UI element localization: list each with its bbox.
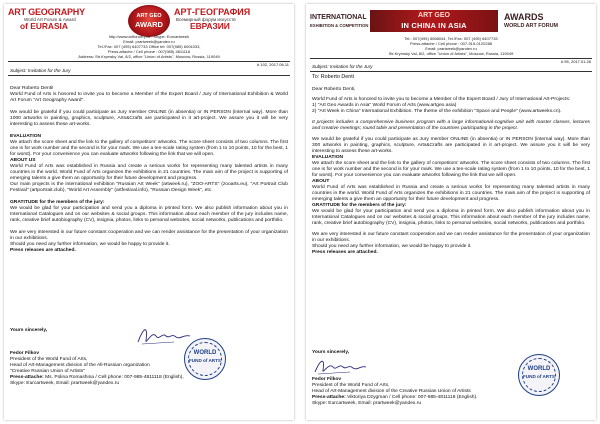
contact-block xyxy=(326,36,576,56)
signatory-title: President of the World Fund of Arts, xyxy=(312,383,390,388)
art-geo-china-asia-banner xyxy=(370,10,498,32)
about-paragraph: World Fund of Arts was established in Russia and create a serious works for representing many talented artists in many countries in the world. World Fund of Arts organizes the exhibitions in 21 countries. The main aim of the project is supporting of emerging talents a give them an opportunity for their future development and progress. xyxy=(10,164,288,181)
greeting: Dear Roberto Denti! xyxy=(10,86,54,91)
signatory-name: Fedor Filkov xyxy=(312,377,342,382)
press-attache-contact: Ms. Polina Romashina / Cell phone: 007-985-4811118 (English), xyxy=(43,375,184,380)
signature xyxy=(134,322,194,350)
signatory-title: President of the World Fund of Arts, xyxy=(10,357,88,362)
project-item: 2) "Art Week in China" International Exhibition. The theme of the exhibition "Space and People" (www.artweeks.cn). xyxy=(312,109,562,114)
about-heading: ABOUT US xyxy=(10,158,36,163)
forum-title: WORLD ART FORUM xyxy=(504,23,558,29)
world-fund-of-arts-seal xyxy=(518,354,560,396)
brand-title-ru: АРТ-ГЕОГРАФИЯ xyxy=(174,7,251,17)
skype-email: Skype: Eurcartweek, Email: prartweek@yandex.ru xyxy=(312,401,422,406)
contact-line: Address: Str.Krymsky Val, 8/2, office "Union of Artists", Moscow, Russia, 119049 xyxy=(78,54,220,59)
signatory-name: Fedor Filkov xyxy=(10,351,40,356)
logo-text-top: ART GEO xyxy=(136,13,162,19)
signatory-title: Head of Art-Management division of the All-Russian organization xyxy=(10,363,150,368)
contact-block xyxy=(24,34,274,59)
brand-subtitle: EXHIBITION & COMPETITION xyxy=(310,23,369,28)
gratitude-heading: GRATITUDE for the members of the jury: xyxy=(312,203,407,208)
recipient: To: Roberto Denti xyxy=(312,74,354,80)
intro-paragraph: World Fund of Arts is honored to invite you to become a Member of the Expert Board / Jury of International Art-Projects: xyxy=(312,97,571,102)
seal-text-top: WORLD xyxy=(193,350,217,356)
contact-line: Email: prartweek@yandex.ru xyxy=(425,46,477,51)
art-geo-award-logo xyxy=(128,5,170,37)
program-paragraph: It projects includes a comprehensive business program with a large informational-cognitive unit with master classes, lectures and creative meetings; round table and presentation of the countries participating in the project. xyxy=(312,120,590,131)
project-item: 1) "Art Geo Awards in Asia" World Forum of Arts (www.artgeo.asia) xyxy=(312,103,457,108)
about-heading: ABOUT xyxy=(312,179,330,184)
brand-region-ru: ЕВРАЗИИ xyxy=(190,21,230,31)
cooperation-paragraph: We are very interested in our future constant cooperation and we can render assistance for the presentation of your organization in our exhibitions. xyxy=(10,230,288,241)
contact-line: Email: prartweek@yandex.ru xyxy=(123,39,175,44)
reference-number: # 95, 2017.01.26 xyxy=(560,59,591,64)
greeting: Dear Roberto Denti, xyxy=(312,87,356,92)
evaluation-paragraph: We attach the score sheet and the link to the gallery of competitors' artworks. The score sheet consists of two columns. The first one is for work number and the second is for your mark. We use a ten-scale rating system (from 1 to 10 points, 10 for the best, 1 for worst). For your convenience you can evaluate artworks following the link that we will open. xyxy=(10,140,288,157)
contact-line: Tel./Fax: 007 (495) 6407733 Office tel: 007(985) 6004333, xyxy=(97,44,201,49)
signature xyxy=(312,356,368,378)
gratitude-paragraph: We would be glad for your participation and send you a diploma in printed form. We also publish information about you in International Catalogues and on our websites & social groups. This information about each member of the jury includes name, rank, creative brief autobiography (CV), insignia, photos, links to personal websites, social networks, publications and portfolio. xyxy=(10,206,288,223)
contact-line: Str.Krymsky Val, 8/2, office "Union of Artists", Moscow, Russia, 119049 xyxy=(388,51,514,56)
seal-text-bottom: FUND of ARTS xyxy=(189,358,221,363)
cooperation-paragraph: We are very interested in our future constant cooperation and we can render assistance for the presentation of your organization in our exhibitions. xyxy=(312,232,590,243)
signatory-title: Head of Art-Management division of the Creative Russian Union of Artists xyxy=(312,389,471,394)
banner-text-bottom: IN CHINA IN ASIA xyxy=(401,21,467,30)
closing: Yours sincerely, xyxy=(312,350,350,355)
contact-line: Press-attache / Cell phone : 007-915-0120288 xyxy=(409,41,493,46)
brand-subtitle: World Art Forum & Award xyxy=(24,17,76,22)
brand-title: INTERNATIONAL xyxy=(310,14,367,21)
press-attache-label: Press-attache: xyxy=(312,395,346,400)
closing: Yours sincerely, xyxy=(10,328,48,333)
about-paragraph: World Fund of Arts was established in Russia and create a serious works for representing many talented artists in many countries in the world. World Fund of Arts organizes the exhibitions in 21 countries. The main aim of the project is supporting of emerging talents a give them an opportunity for their future development and progress. xyxy=(312,185,590,202)
subject-divider xyxy=(310,71,592,72)
reference-number: # 102, 2017.06.11 xyxy=(257,62,289,67)
evaluation-paragraph: We attach the score sheet and the link to the gallery of competitors' artworks. The score sheet consists of two columns. The first one is for work number and the second is for your mark. We use a ten-scale rating system (from 1 to 10 points, 10 for the best, 1 for worst). For your convenience you can evaluate artworks following the link that we will open. xyxy=(312,161,590,178)
subject-line: Subject: Invitation for the Jury xyxy=(312,64,373,69)
logo-text-bottom: AWARD xyxy=(135,20,163,29)
world-fund-of-arts-seal xyxy=(184,338,226,380)
gratitude-paragraph: We would be glad for your participation and send you a diploma in printed form. We also publish information about you in International Catalogues and on our websites & social groups. This information about each member of the jury includes name, rank, creative brief autobiography (CV), insignia, photos, links to personal websites, social networks, publications and portfolio. xyxy=(312,209,590,226)
letter-art-geo-asia xyxy=(306,4,596,420)
brand-region: of EURASIA xyxy=(20,21,68,31)
projects-paragraph: Our main projects is the international exhibition "Russian Art Week" (artweek.ru), "ZOO-ARTS" (zooarts.eu), "Art Portrait Club Festival" (artportrait.club), "World Art Assembly" (artfestival.info), "Russian Design Week", etc. xyxy=(10,182,288,193)
awards-title: AWARDS xyxy=(504,12,544,22)
signatory-block xyxy=(312,377,477,407)
seal-text-top: WORLD xyxy=(527,366,551,372)
intro-paragraph: World Fund of Arts is honored to invite you to become a Member of the Expert Board / Jury of International Exhibition & World Art Forum "Art Geography Award". xyxy=(10,92,288,103)
signatory-block xyxy=(10,351,184,387)
participation-paragraph: We would be grateful if you could participate as Jury member ONLINE (in absentia) or IN PERSON (internal way). More than 1000 artworks in painting, graphics, sculpture, Arts&Crafts are participated in it art-project. We assure you it will be very interesting to assess these art-works. xyxy=(10,110,288,127)
press-attache-contact: Viktoriya Dzygman / Cell phone: 007-985-4811118 (English). xyxy=(345,395,478,400)
contact-line: http://www.artforum.pro , Skype: Eurcartweek xyxy=(108,34,190,39)
press-releases-note: Press releases are attached. xyxy=(312,250,378,255)
subject-line: Subject: Invitation for the Jury xyxy=(10,68,71,73)
evaluation-heading: EVALUATION xyxy=(10,134,42,139)
letter-body xyxy=(312,74,590,256)
seal-text-bottom: FUND of ARTS xyxy=(523,374,555,379)
letter-body xyxy=(10,86,288,254)
evaluation-heading: EVALUATION xyxy=(312,155,344,160)
letter-art-geography xyxy=(4,4,294,420)
contact-line: Tel.: 007(495) 5068044, Tel./Fax: 007 (495) 6407733 xyxy=(404,36,498,41)
press-attache-label: Press-attache: xyxy=(10,375,44,380)
banner-text-top: ART GEO xyxy=(418,12,450,19)
signatory-title: "Creative Russian Union of Artists" xyxy=(10,369,85,374)
further-info: Should you need any further information, we would be happy to provide it. xyxy=(10,242,170,247)
brand-subtitle-ru: Всемирный форум искусств xyxy=(176,17,236,22)
participation-paragraph: We would be grateful if you could participate as Jury member ONLINE (in absentia) or IN PERSON (internal way). More than 300 artworks in painting, graphics, sculpture, Arts&Crafts are participated in it art-project. We assure you it will be very interesting to assess these art-works. xyxy=(312,137,590,154)
further-info: Should you need any further information, we would be happy to provide it. xyxy=(312,244,472,249)
press-releases-note: Press releases are attached. xyxy=(10,248,76,253)
skype-email: Skype: Eurcartweek, Email: prartweek@yandex.ru xyxy=(10,381,120,386)
gratitude-heading: GRATITUDE for the members of the jury: xyxy=(10,200,105,205)
contact-line: Press-attache / Cell phone : 007(985) 4811118 xyxy=(107,49,191,54)
header-divider xyxy=(310,58,592,59)
brand-title: ART GEOGRAPHY xyxy=(8,7,85,17)
header-divider xyxy=(8,61,290,62)
subject-divider xyxy=(8,75,290,76)
